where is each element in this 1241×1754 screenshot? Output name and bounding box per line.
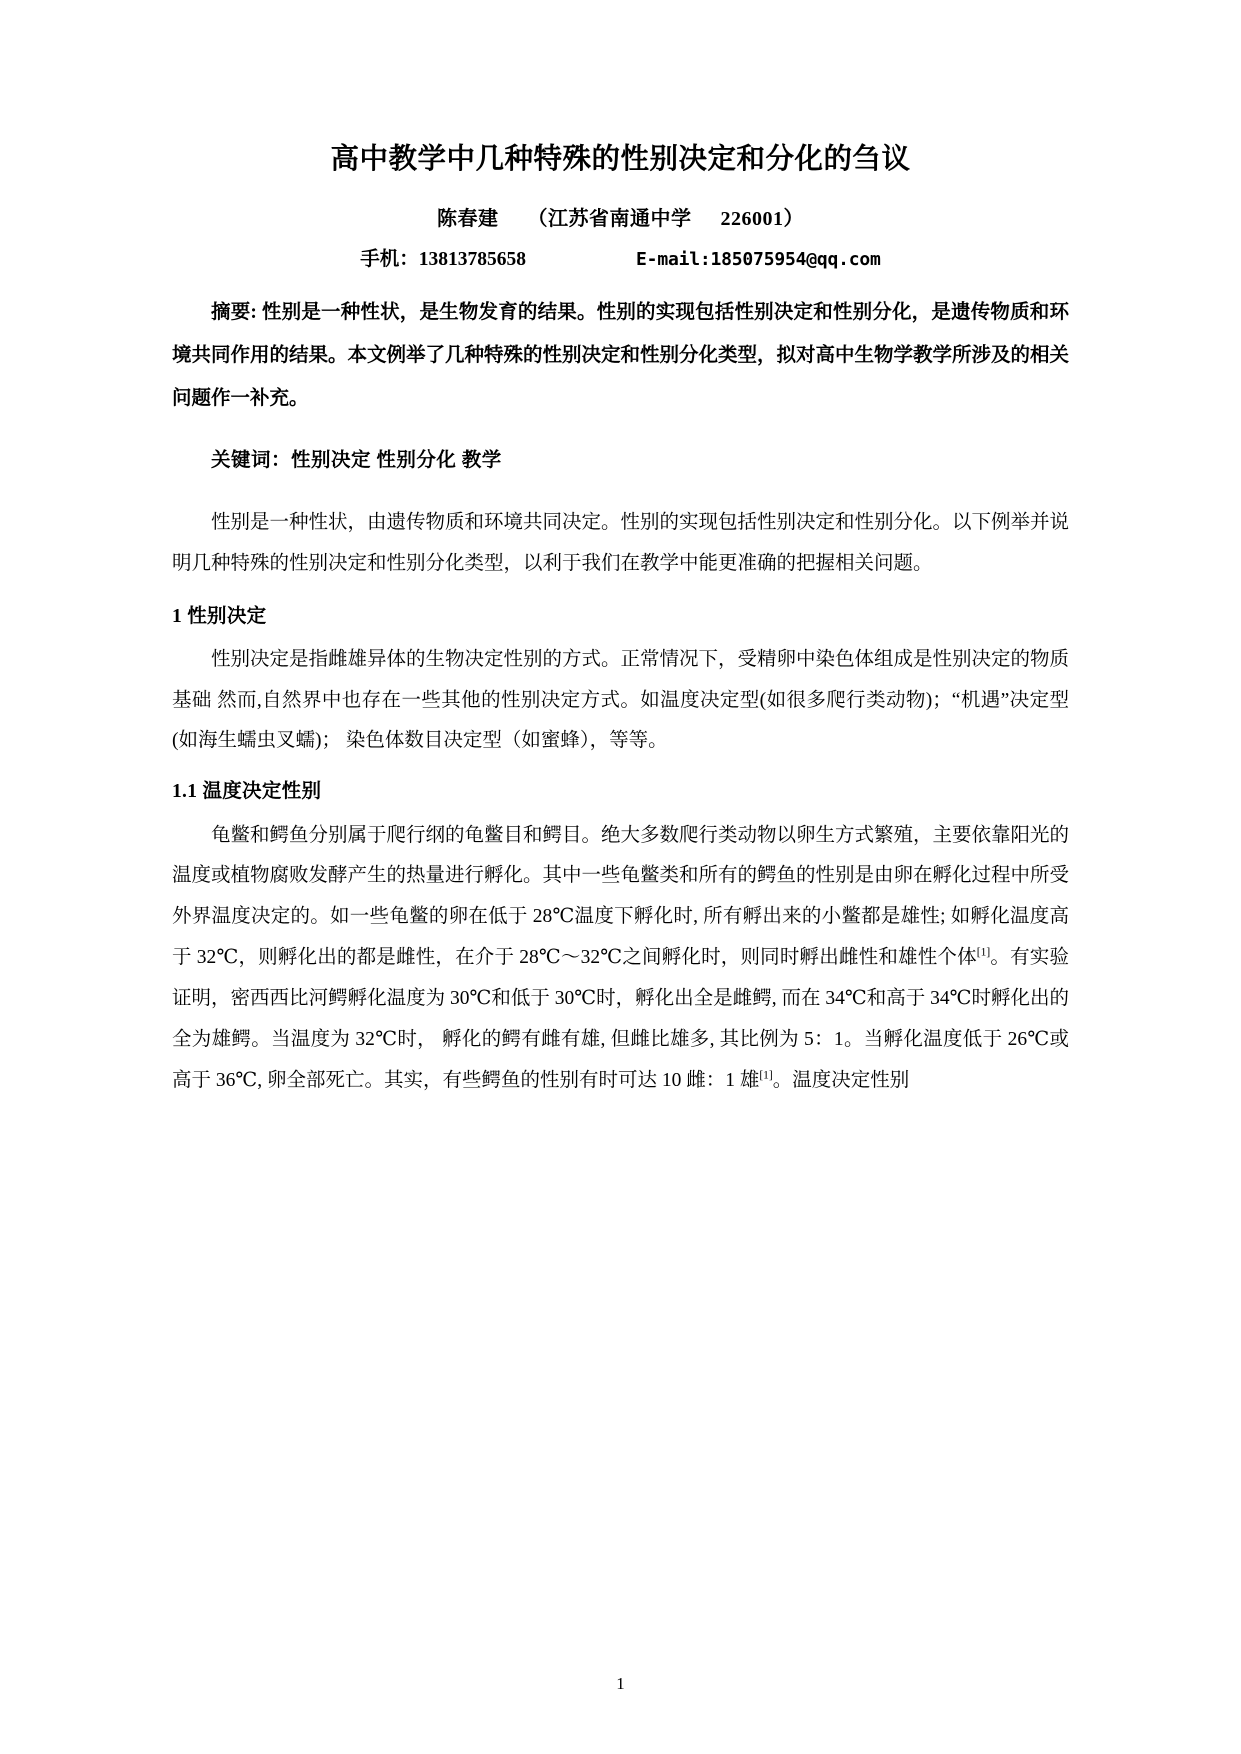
- section-1-1-text-c: 。温度决定性别: [772, 1070, 910, 1092]
- section-1-paragraph: 性别决定是指雌雄异体的生物决定性别的方式。正常情况下，受精卵中染色体组成是性别决定的物质基础 然而,自然界中也存在一些其他的性别决定方式。如温度决定型(如很多爬行类动物)；“机遇”决定型(如海生蠕虫叉蠕)； 染色体数目决定型（如蜜蜂），等等。: [172, 648, 1070, 752]
- section-1-1-text-a: 龟鳖和鳄鱼分别属于爬行纲的龟鳖目和鳄目。绝大多数爬行类动物以卵生方式繁殖，主要依靠阳光的温度或植物腐败发酵产生的热量进行孵化。其中一些龟鳖类和所有的鳄鱼的性别是由卵在孵化过程中所受外界温度决定的。如一些龟鳖的卵在低于 28℃温度下孵化时, 所有孵出来的小鳖都是雄性; 如孵化温度高于 32℃，则孵化出的都是雌性，在介于 28℃～32℃之间孵化时，则同时孵出雌性和雄性个体: [172, 824, 1070, 969]
- reference-marker-2: [1]: [759, 1069, 773, 1082]
- page-number: 1: [616, 1674, 625, 1693]
- author-postcode: 226001）: [720, 207, 804, 230]
- email-label: E-mail:185075954@qq.com: [636, 248, 881, 270]
- author-line: [172, 202, 1069, 231]
- section-1-heading: 1 性别决定: [172, 605, 267, 627]
- keywords-line: 关键词：性别决定 性别分化 教学: [211, 450, 502, 472]
- author-name: 陈春建: [437, 207, 499, 230]
- section-1-1-text-b: 。有实验证明，密西西比河鳄孵化温度为 30℃和低于 30℃时，孵化出全是雌鳄, 而在 34℃和高于 34℃时孵化出的全为雄鳄。当温度为 32℃时， 孵化的鳄有雌有雄, 但雌比雄多, 其比例为 5：1。当孵化温度低于 26℃或高于 36℃, 卵全部死亡。其实，有些鳄鱼的性别有时可达 10 雌：1 雄: [172, 947, 1069, 1092]
- section-1-1-heading: 1.1 温度决定性别: [172, 781, 322, 803]
- abstract-paragraph: 摘要: 性别是一种性状，是生物发育的结果。性别的实现包括性别决定和性别分化，是遗传物质和环境共同作用的结果。本文例举了几种特殊的性别决定和性别分化类型，拟对高中生物学教学所涉及的相关问题作一补充。: [172, 301, 1070, 410]
- author-affiliation: （江苏省南通中学: [527, 207, 692, 230]
- page-title: 高中教学中几种特殊的性别决定和分化的刍议: [330, 144, 911, 175]
- phone-label: 手机：13813785658: [360, 248, 527, 270]
- section-1-1-paragraph: [172, 816, 1069, 1103]
- reference-marker-1: [1]: [976, 946, 991, 959]
- contact-line: [172, 243, 1069, 271]
- intro-paragraph: 性别是一种性状，由遗传物质和环境共同决定。性别的实现包括性别决定和性别分化。以下例举并说明几种特殊的性别决定和性别分化类型，以利于我们在教学中能更准确的把握相关问题。: [172, 511, 1070, 574]
